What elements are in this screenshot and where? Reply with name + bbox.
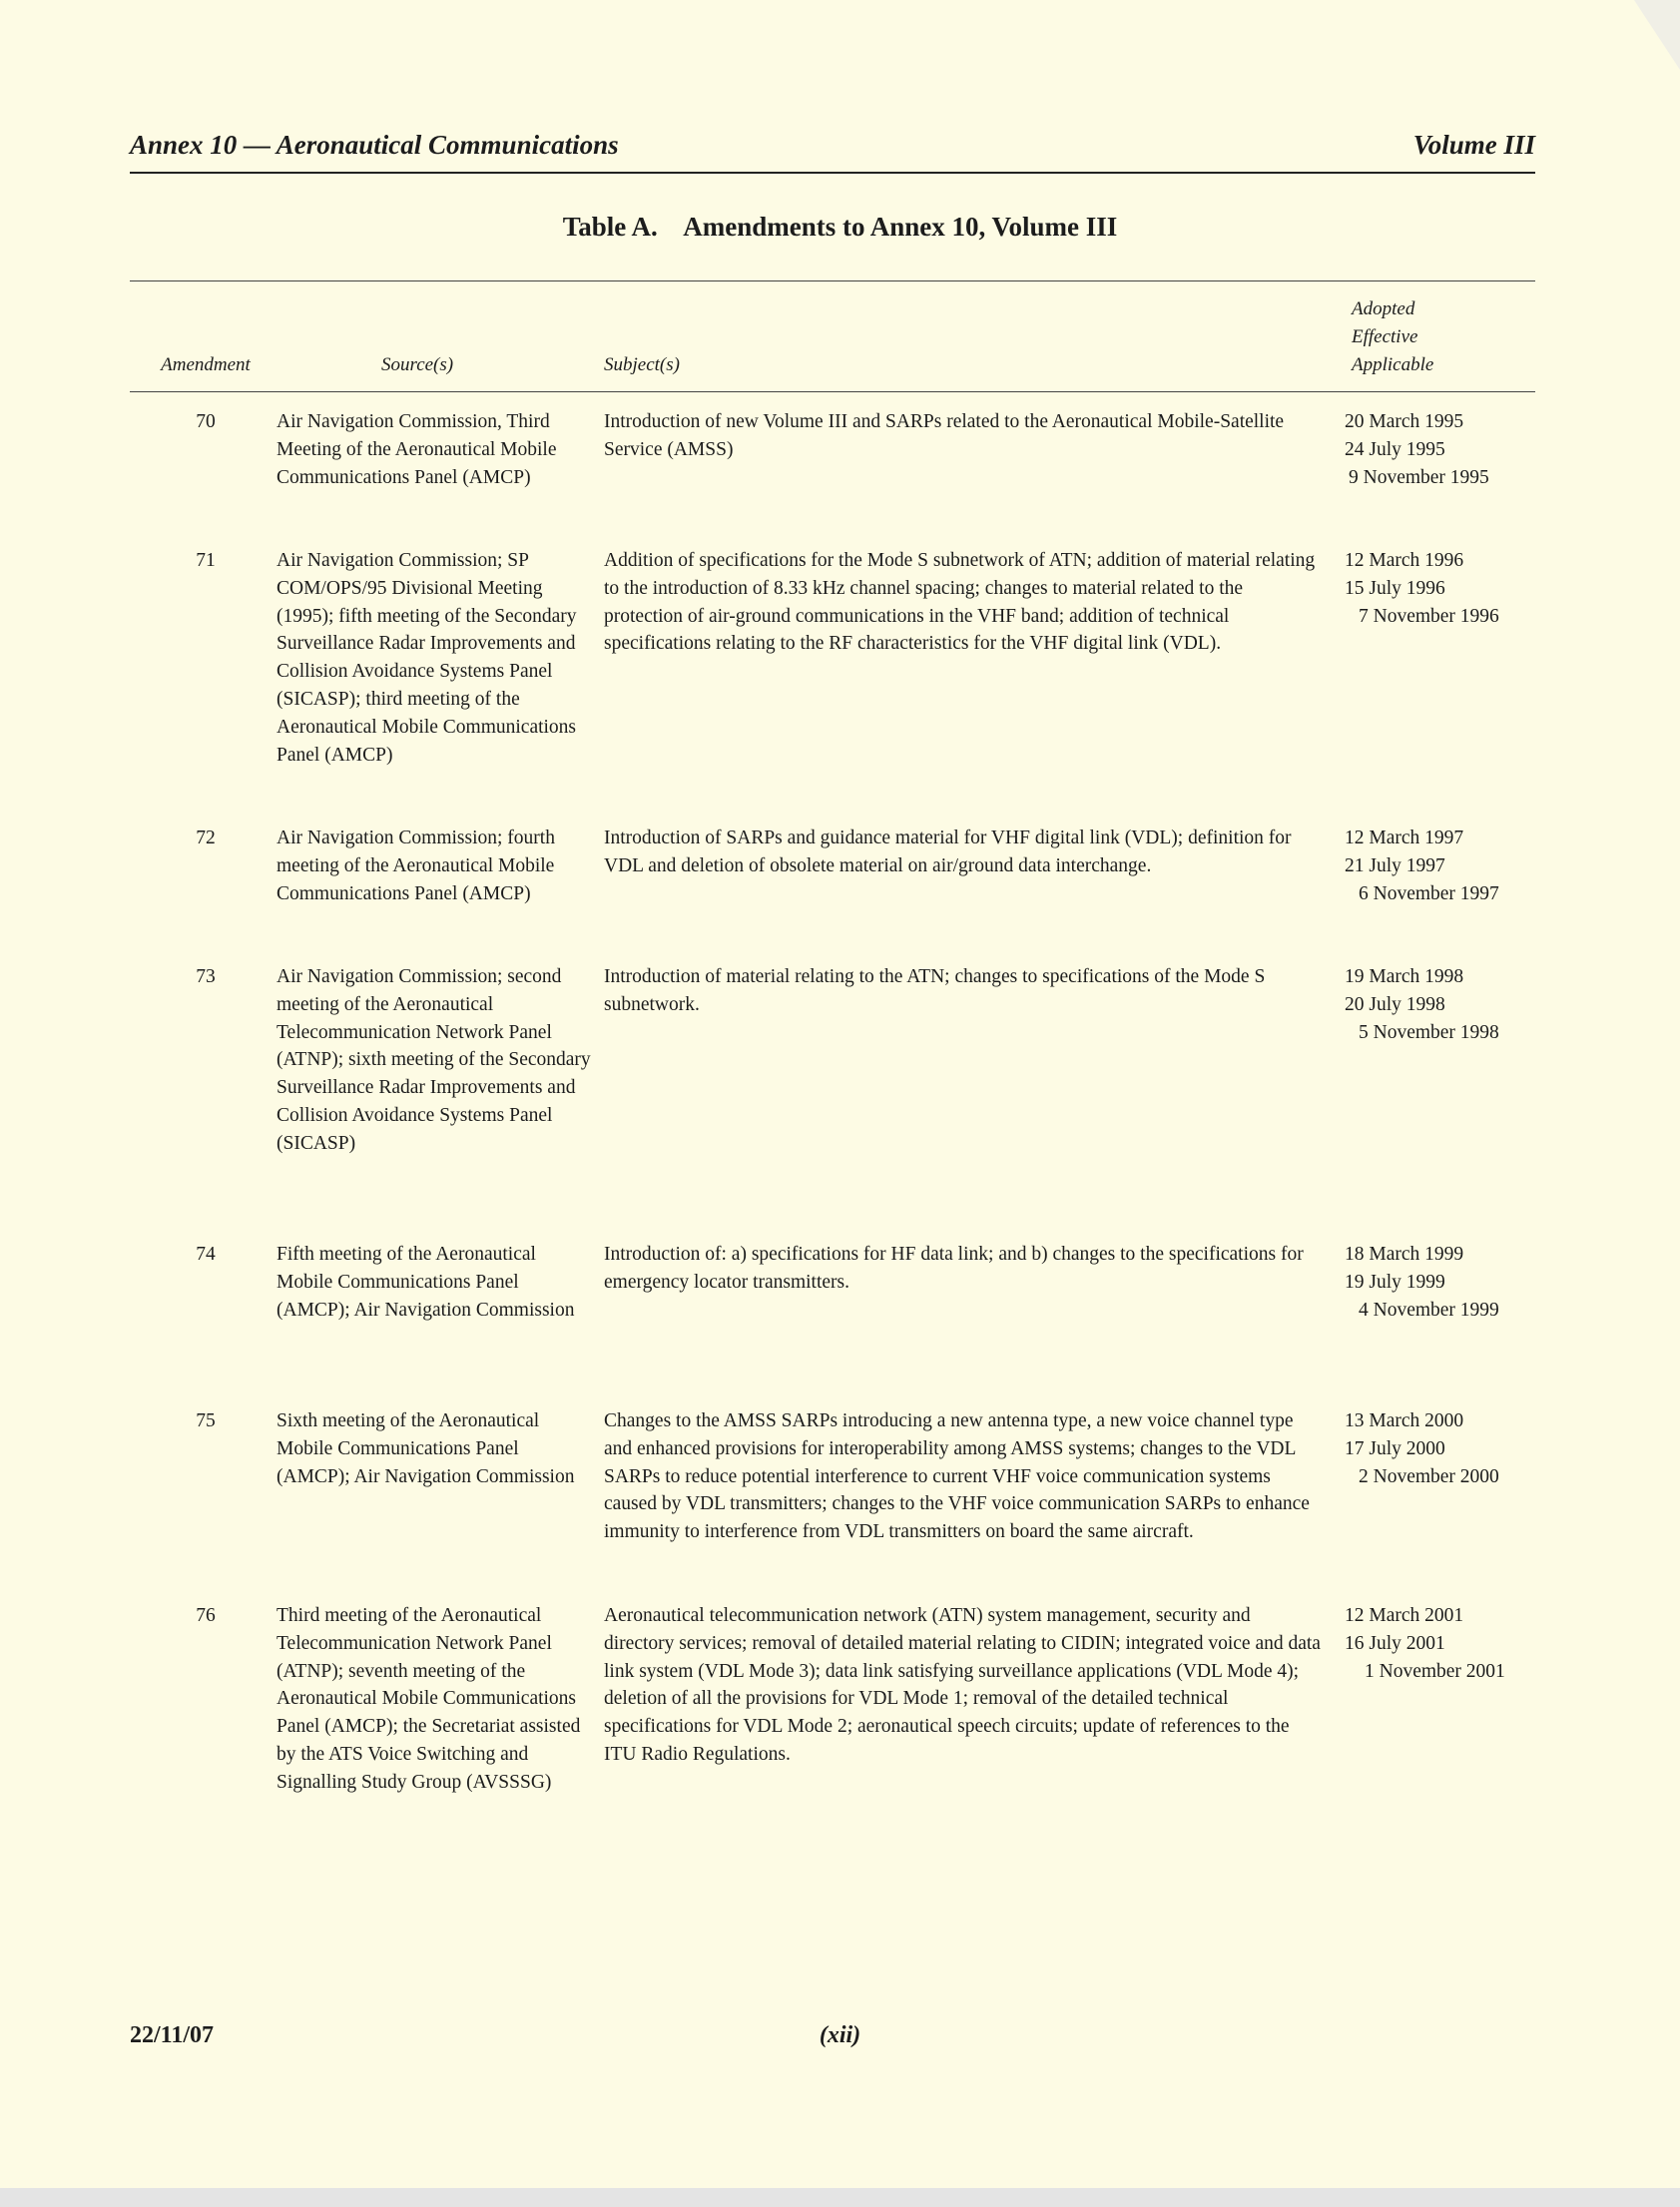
date-adopted: 19 March 1998	[1345, 966, 1464, 987]
amendment-dates	[1345, 825, 1544, 907]
date-applicable: 7 November 1996	[1359, 605, 1499, 627]
amendment-source: Sixth meeting of the Aeronautical Mobile Communications Panel (AMCP); Air Navigation Commission	[277, 1410, 575, 1487]
amendment-subject: Introduction of material relating to the ATN; changes to specifications of the Mode S subnetwork.	[604, 966, 1266, 1015]
amendment-subject: Introduction of SARPs and guidance material for VHF digital link (VDL); definition for VDL and deletion of obsolete material on air/ground data interchange.	[604, 828, 1292, 876]
date-applicable: 5 November 1998	[1359, 1021, 1499, 1043]
date-effective: 19 July 1999	[1345, 1271, 1445, 1293]
date-effective: 16 July 2001	[1345, 1632, 1445, 1654]
date-applicable: 6 November 1997	[1359, 882, 1499, 904]
column-header-dates	[1352, 295, 1433, 379]
scan-bottom-band	[0, 2188, 1680, 2207]
table-header-rule	[130, 391, 1535, 392]
date-effective: 21 July 1997	[1345, 854, 1445, 876]
amendment-dates	[1345, 1602, 1544, 1685]
date-effective: 17 July 2000	[1345, 1437, 1445, 1459]
footer-page-number: (xii)	[819, 2022, 861, 2048]
column-header-amendment: Amendment	[161, 354, 251, 375]
date-applicable: 4 November 1999	[1359, 1299, 1499, 1321]
date-adopted: 18 March 1999	[1345, 1244, 1464, 1265]
amendment-dates	[1345, 547, 1544, 630]
header-rule	[130, 172, 1535, 174]
column-header-subjects: Subject(s)	[604, 354, 680, 375]
amendment-source: Third meeting of the Aeronautical Telecommunication Network Panel (ATNP); seventh meeting of the Aeronautical Mobile Communications Panel (AMCP); the Secretariat assisted by the ATS Voice Switching and Signalling Study Group (AVSSSG)	[277, 1605, 581, 1793]
date-effective: 24 July 1995	[1345, 438, 1445, 460]
date-effective: 20 July 1998	[1345, 993, 1445, 1015]
date-applicable: 9 November 1995	[1349, 466, 1489, 488]
amendment-dates	[1345, 963, 1544, 1046]
amendment-number: 76	[196, 1605, 216, 1626]
amendment-source: Air Navigation Commission; SP COM/OPS/95 Divisional Meeting (1995); fifth meeting of the Secondary Surveillance Radar Improvements and Collision Avoidance Systems Panel (SICASP); third meeting of the Aeronautical Mobile Communications Panel (AMCP)	[277, 550, 577, 766]
table-title: Table A. Amendments to Annex 10, Volume III	[562, 212, 1118, 242]
footer-date: 22/11/07	[130, 2022, 215, 2048]
amendment-number: 73	[196, 966, 216, 987]
date-adopted: 12 March 1997	[1345, 828, 1464, 848]
amendment-subject: Aeronautical telecommunication network (ATN) system management, security and directory services; removal of detailed material relating to CIDIN; integrated voice and data link system (VDL Mode 3); data link satisfying surveillance applications (VDL Mode 4); deletion of all the provisions for VDL Mode 1; removal of the detailed technical specifications for VDL Mode 2; aeronautical speech circuits; update of references to the ITU Radio Regulations.	[604, 1605, 1321, 1765]
page-corner-fold	[1634, 0, 1680, 70]
header-volume: Volume III	[1412, 130, 1535, 160]
column-header-adopted: Adopted	[1352, 298, 1415, 319]
amendment-source: Air Navigation Commission, Third Meeting of the Aeronautical Mobile Communications Panel (AMCP)	[277, 411, 557, 488]
column-header-effective: Effective	[1352, 326, 1418, 347]
amendment-subject: Changes to the AMSS SARPs introducing a new antenna type, a new voice channel type and enhanced provisions for interoperability among AMSS systems; changes to the VDL SARPs to reduce potential interference to current VHF voice communication systems caused by VDL transmitters; changes to the VHF voice communication SARPs to enhance immunity to interference from VDL transmitters on board the same aircraft.	[604, 1410, 1310, 1543]
header-annex-title: Annex 10 — Aeronautical Communications	[130, 130, 619, 160]
amendment-number: 71	[196, 550, 216, 571]
table-top-rule	[130, 280, 1535, 281]
date-applicable: 1 November 2001	[1365, 1660, 1505, 1682]
amendment-number: 75	[196, 1410, 216, 1431]
date-adopted: 13 March 2000	[1345, 1410, 1464, 1431]
amendment-subject: Introduction of: a) specifications for HF data link; and b) changes to the specifications for emergency locator transmitters.	[604, 1244, 1304, 1293]
running-header	[130, 130, 1535, 161]
amendment-source: Air Navigation Commission; second meeting of the Aeronautical Telecommunication Network Panel (ATNP); sixth meeting of the Secondary Surveillance Radar Improvements and Collision Avoidance Systems Panel (SICASP)	[277, 966, 591, 1154]
amendment-number: 70	[196, 411, 216, 432]
amendment-number: 72	[196, 828, 216, 848]
amendment-number: 74	[196, 1244, 216, 1265]
date-effective: 15 July 1996	[1345, 577, 1445, 599]
date-adopted: 12 March 1996	[1345, 550, 1464, 571]
column-header-applicable: Applicable	[1352, 354, 1434, 375]
date-adopted: 20 March 1995	[1345, 411, 1464, 432]
date-applicable: 2 November 2000	[1359, 1465, 1499, 1487]
amendment-dates	[1345, 1407, 1544, 1490]
amendment-source: Fifth meeting of the Aeronautical Mobile Communications Panel (AMCP); Air Navigation Commission	[277, 1244, 575, 1321]
date-adopted: 12 March 2001	[1345, 1605, 1464, 1626]
amendment-subject: Addition of specifications for the Mode S subnetwork of ATN; addition of material relating to the introduction of 8.33 kHz channel spacing; changes to material related to the protection of air-ground communications in the VHF band; addition of technical specifications relating to the RF characteristics for the VHF digital link (VDL).	[604, 550, 1316, 655]
amendment-dates	[1345, 1241, 1544, 1324]
amendment-subject: Introduction of new Volume III and SARPs related to the Aeronautical Mobile-Satellite Service (AMSS)	[604, 411, 1285, 460]
amendment-dates	[1345, 408, 1544, 491]
column-header-sources: Source(s)	[381, 354, 454, 375]
amendment-source: Air Navigation Commission; fourth meeting of the Aeronautical Mobile Communications Panel (AMCP)	[277, 828, 555, 904]
